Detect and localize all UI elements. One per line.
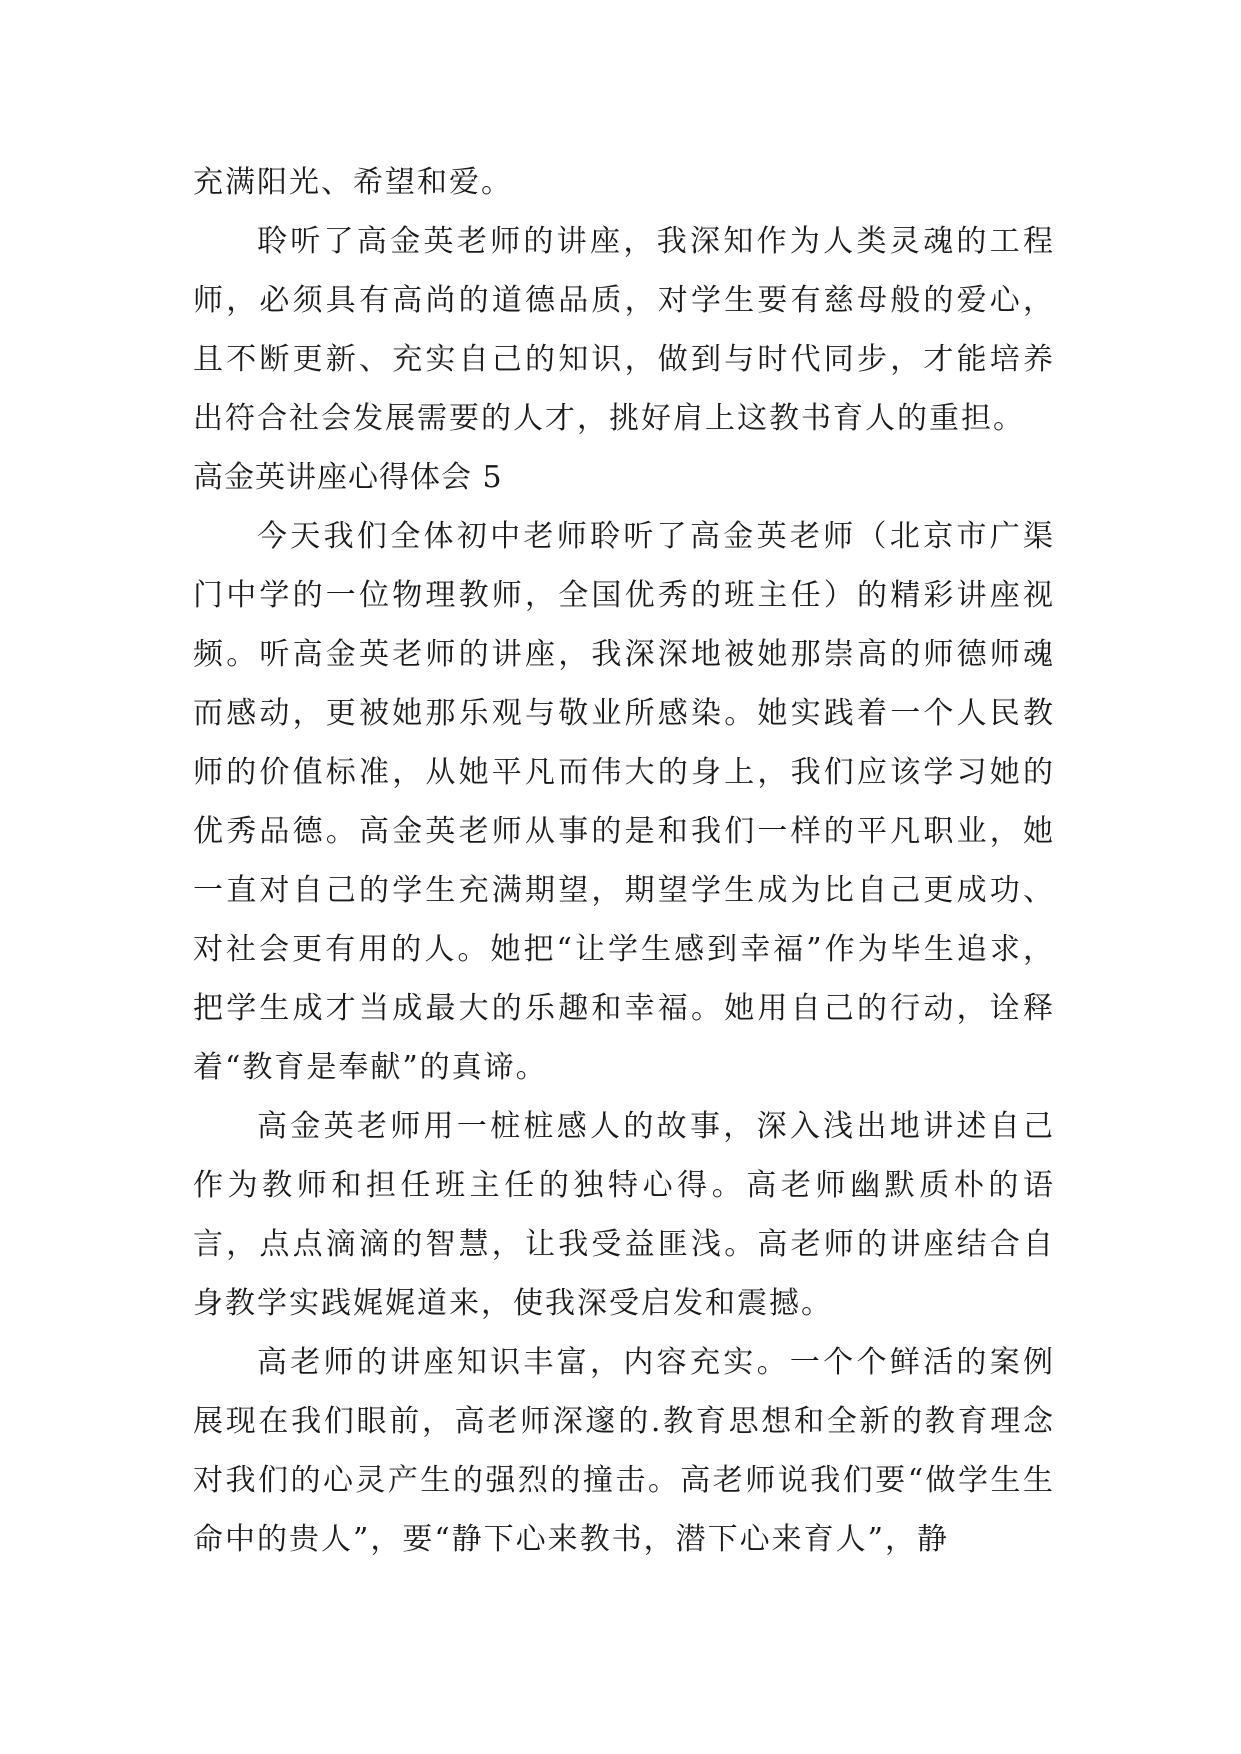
document-body <box>193 153 1055 1569</box>
paragraph: 高金英老师用一桩桩感人的故事，深入浅出地讲述自己作为教师和担任班主任的独特心得。高老师幽默质朴的语言，点点滴滴的智慧，让我受益匪浅。高老师的讲座结合自身教学实践娓娓道来，使我深受启发和震撼。 <box>193 1109 1055 1321</box>
paragraph: 今天我们全体初中老师聆听了高金英老师（北京市广渠门中学的一位物理教师，全国优秀的班主任）的精彩讲座视频。听高金英老师的讲座，我深深地被她那崇高的师德师魂而感动，更被她那乐观与敬业所感染。她实践着一个人民教师的价值标准，从她平凡而伟大的身上，我们应该学习她的优秀品德。高金英老师从事的是和我们一样的平凡职业，她一直对自己的学生充满期望，期望学生成为比自己更成功、对社会更有用的人。她把“让学生感到幸福”作为毕生追求，把学生成才当成最大的乐趣和幸福。她用自己的行动，诠释着“教育是奉献”的真谛。 <box>193 519 1055 1085</box>
section-heading: 高金英讲座心得体会 5 <box>193 460 503 495</box>
paragraph: 聆听了高金英老师的讲座，我深知作为人类灵魂的工程师，必须具有高尚的道德品质，对学生要有慈母般的爱心，且不断更新、充实自己的知识，做到与时代同步，才能培养出符合社会发展需要的人才，挑好肩上这教书育人的重担。 <box>193 224 1055 436</box>
paragraph: 高老师的讲座知识丰富，内容充实。一个个鲜活的案例展现在我们眼前，高老师深邃的.教育思想和全新的教育理念对我们的心灵产生的强烈的撞击。高老师说我们要“做学生生命中的贵人”，要“静下心来教书，潜下心来育人”，静 <box>193 1345 1055 1557</box>
paragraph-continuation: 充满阳光、希望和爱。 <box>193 165 513 200</box>
